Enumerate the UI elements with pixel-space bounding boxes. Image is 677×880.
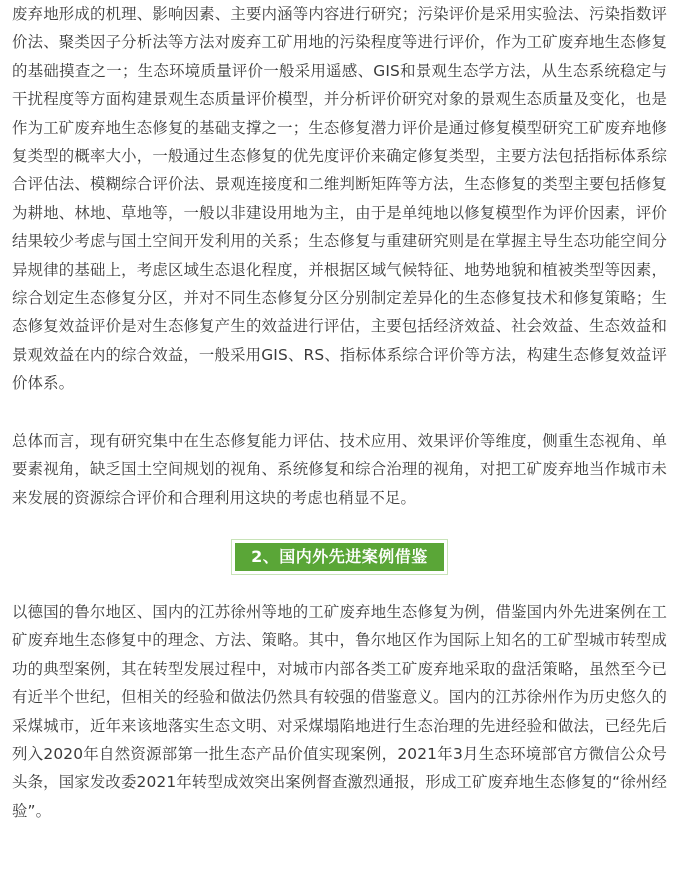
section-heading-frame: [231, 539, 448, 575]
paragraph-summary: 总体而言，现有研究集中在生态修复能力评估、技术应用、效果评价等维度，侧重生态视角、单要素视角，缺乏国土空间规划的视角、系统修复和综合治理的视角，对把工矿废弃地当作城市未来发展的资源综合评价和合理利用这块的考虑也稍显不足。: [12, 431, 667, 507]
section-heading: 2、国内外先进案例借鉴: [235, 543, 444, 571]
paragraph-case-studies: 以德国的鲁尔地区、国内的江苏徐州等地的工矿废弃地生态修复为例，借鉴国内外先进案例在工矿废弃地生态修复中的理念、方法、策略。其中，鲁尔地区作为国际上知名的工矿型城市转型成功的典型案例，其在转型发展过程中，对城市内部各类工矿废弃地采取的盘活策略，虽然至今已有近半个世纪，但相关的经验和做法仍然具有较强的借鉴意义。国内的江苏徐州作为历史悠久的采煤城市，近年来该地落实生态文明、对采煤塌陷地进行生态治理的先进经验和做法，已经先后列入2020年自然资源部第一批生态产品价值实现案例，2021年3月生态环境部官方微信公众号头条，国家发改委2021年转型成效突出案例督查激烈通报，形成工矿废弃地生态修复的“徐州经验”。: [12, 602, 667, 820]
section-heading-container: [12, 539, 667, 575]
paragraph-research-methods: 废弃地形成的机理、影响因素、主要内涵等内容进行研究；污染评价是采用实验法、污染指数评价法、聚类因子分析法等方法对废弃工矿用地的污染程度等进行评价，作为工矿废弃地生态修复的基础摸查之一；生态环境质量评价一般采用遥感、GIS和景观生态学方法，从生态系统稳定与干扰程度等方面构建景观生态质量评价模型，并分析评价研究对象的景观生态质量及变化，也是作为工矿废弃地生态修复的基础支撑之一；生态修复潜力评价是通过修复模型研究工矿废弃地修复类型的概率大小，一般通过生态修复的优先度评价来确定修复类型，主要方法包括指标体系综合评估法、模糊综合评价法、景观连接度和二维判断矩阵等方法，生态修复的类型主要包括修复为耕地、林地、草地等，一般以非建设用地为主，由于是单纯地以修复模型作为评价因素，评价结果较少考虑与国土空间开发利用的关系；生态修复与重建研究则是在掌握主导生态功能空间分异规律的基础上，考虑区域生态退化程度，并根据区域气候特征、地势地貌和植被类型等因素，综合划定生态修复分区，并对不同生态修复分区分别制定差异化的生态修复技术和修复策略；生态修复效益评价是对生态修复产生的效益进行评估，主要包括经济效益、社会效益、生态效益和景观效益在内的综合效益，一般采用GIS、RS、指标体系综合评价等方法，构建生态修复效益评价体系。: [12, 5, 667, 393]
